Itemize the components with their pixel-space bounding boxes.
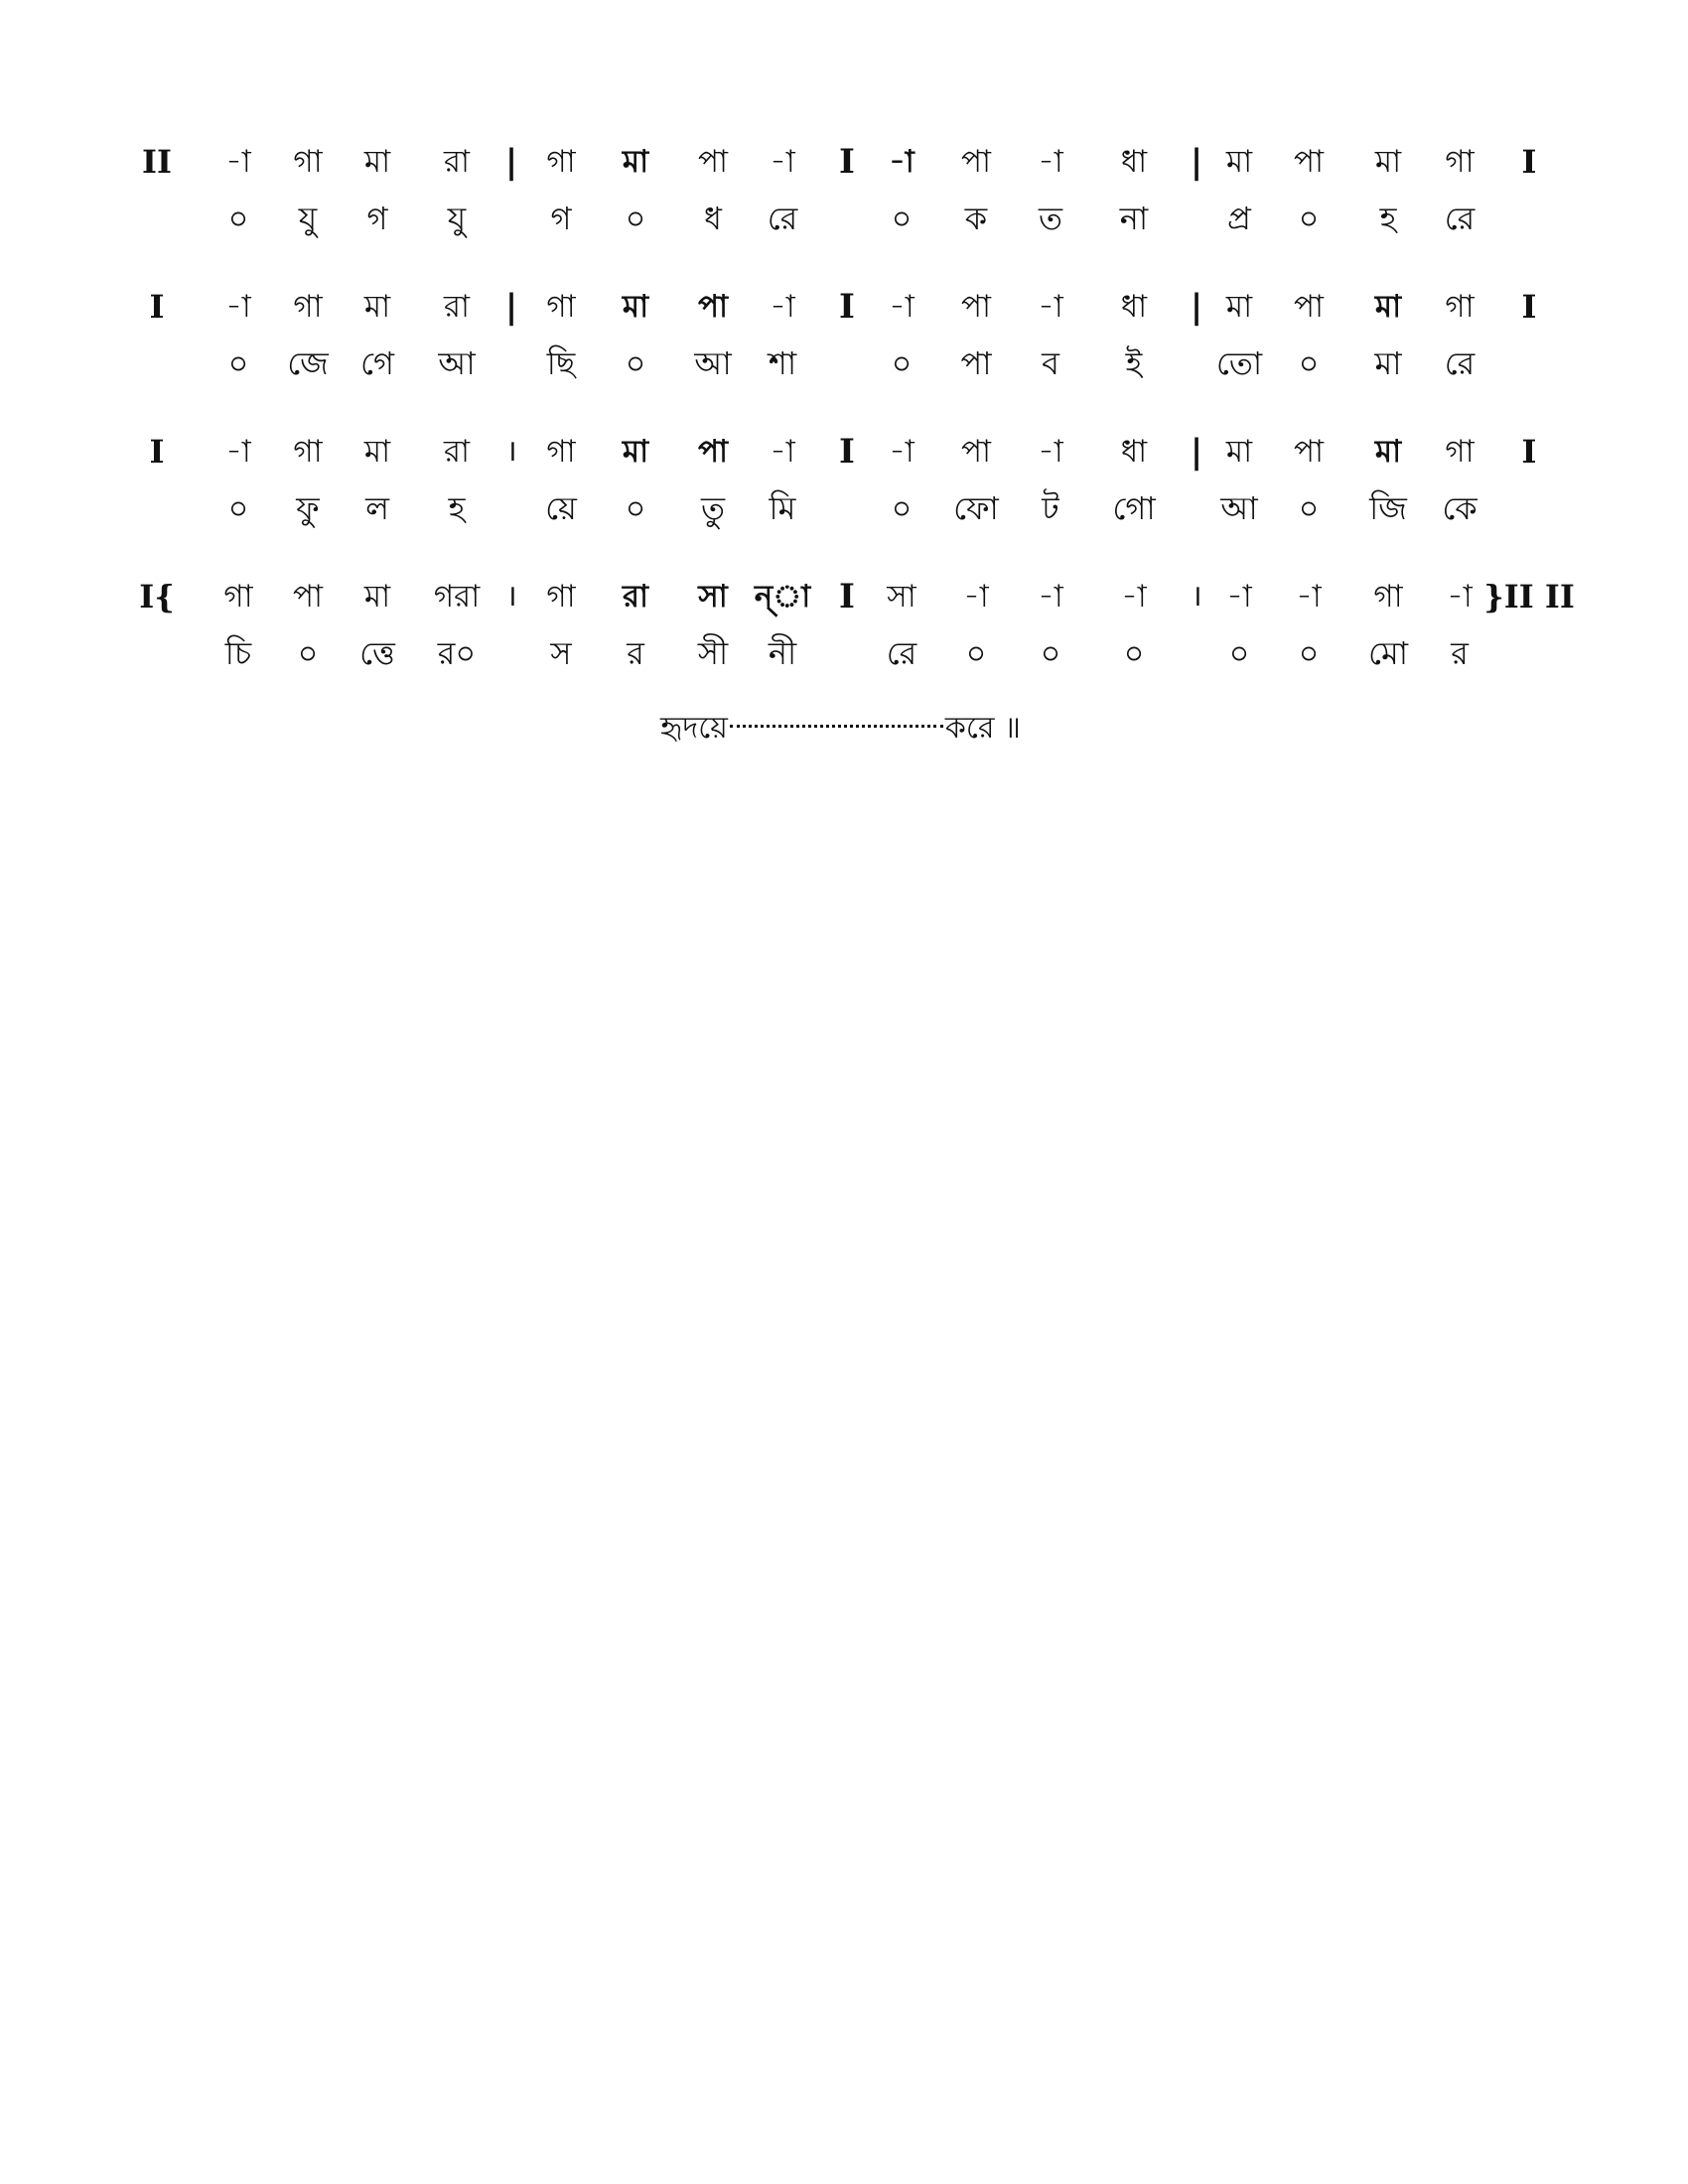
bar-separator: | xyxy=(504,287,518,327)
note: গা xyxy=(293,434,323,470)
lyric-syllable: র xyxy=(1451,634,1469,672)
note: গা xyxy=(293,289,323,325)
lyric-syllable: ছি xyxy=(546,344,576,382)
lyric-syllable: ০ xyxy=(1228,634,1250,672)
note: মা xyxy=(363,144,391,180)
lyric-syllable: ০ xyxy=(227,489,249,527)
note: পা xyxy=(697,434,729,470)
bar-separator: | xyxy=(1190,142,1203,182)
note: পা xyxy=(1293,144,1325,180)
lyric-syllable: ০ xyxy=(625,200,646,237)
footer-line xyxy=(660,707,1021,751)
bar-separator: I xyxy=(839,287,855,327)
note: ধা xyxy=(1120,144,1148,180)
note: গা xyxy=(293,144,323,180)
lyric-syllable: মো xyxy=(1367,634,1409,672)
lyric-syllable: ০ xyxy=(1123,634,1145,672)
note: মা xyxy=(1225,144,1253,180)
note: -া xyxy=(1296,579,1322,614)
lyric-syllable: না xyxy=(1119,200,1149,237)
lyric-syllable: হ xyxy=(448,489,466,527)
lyric-row xyxy=(0,486,1688,530)
bar-separator: । xyxy=(505,434,517,469)
note: পা xyxy=(960,434,992,470)
lyric-syllable: রে xyxy=(886,634,917,672)
note: পা xyxy=(960,289,992,325)
note: -া xyxy=(770,289,795,325)
lyric-syllable: ০ xyxy=(227,344,249,382)
lyric-syllable: স xyxy=(550,634,572,672)
lyric-syllable: ত্তে xyxy=(359,634,395,672)
lyric-syllable: আ xyxy=(438,344,476,382)
lyric-syllable: পা xyxy=(960,344,992,382)
note: -া xyxy=(1038,144,1063,180)
note: -া xyxy=(889,144,914,180)
note: মা xyxy=(1374,289,1402,325)
note: পা xyxy=(292,579,324,614)
note: গা xyxy=(223,579,253,614)
bar-separator: I xyxy=(839,142,855,182)
note: গা xyxy=(1373,579,1403,614)
bar-separator: | xyxy=(504,142,518,182)
row-end-marker: }II II xyxy=(1483,578,1575,615)
note: -া xyxy=(1038,289,1063,325)
note: ধা xyxy=(1120,289,1148,325)
footer-dots xyxy=(730,707,943,728)
lyric-syllable: ০ xyxy=(1298,200,1320,237)
note: -া xyxy=(225,434,251,470)
lyric-syllable: আ xyxy=(694,344,732,382)
lyric-syllable: গ xyxy=(366,200,388,237)
lyric-syllable: ফু xyxy=(296,489,320,527)
note: মা xyxy=(1225,434,1253,470)
lyric-syllable: ০ xyxy=(891,344,913,382)
row-start-marker: I{ xyxy=(139,578,175,615)
note: মা xyxy=(622,289,649,325)
note: পা xyxy=(1293,434,1325,470)
note: মা xyxy=(1225,289,1253,325)
lyric-syllable: ত xyxy=(1038,200,1063,237)
lyric-syllable: হ xyxy=(1379,200,1397,237)
note: সা xyxy=(698,579,728,614)
lyric-syllable: ধ xyxy=(704,200,722,237)
lyric-syllable: ০ xyxy=(891,489,913,527)
note: গা xyxy=(546,289,576,325)
notation-row xyxy=(0,282,1688,332)
note: গা xyxy=(1445,434,1475,470)
lyric-syllable: ০ xyxy=(891,200,913,237)
note: পা xyxy=(697,289,729,325)
note: -া xyxy=(1121,579,1147,614)
note: গরা xyxy=(433,579,481,614)
row-start-marker: II xyxy=(142,143,172,181)
lyric-syllable: র০ xyxy=(437,634,477,672)
lyric-syllable: গে xyxy=(360,344,394,382)
note: গা xyxy=(1445,289,1475,325)
note: ধা xyxy=(1120,434,1148,470)
note: রা xyxy=(443,434,471,470)
lyric-syllable: ফো xyxy=(953,489,999,527)
note: -া xyxy=(1038,434,1063,470)
note: পা xyxy=(697,144,729,180)
note: রা xyxy=(443,144,471,180)
row-start-marker: I xyxy=(149,433,165,471)
row-end-marker: I xyxy=(1521,143,1537,181)
note: গা xyxy=(546,144,576,180)
lyric-syllable: ০ xyxy=(1298,489,1320,527)
bar-separator: | xyxy=(1190,287,1203,327)
lyric-syllable: ট xyxy=(1042,489,1059,527)
bar-separator: । xyxy=(505,579,517,614)
note: সা xyxy=(887,579,916,614)
lyric-syllable: ০ xyxy=(1298,344,1320,382)
lyric-syllable: য়ে xyxy=(545,489,577,527)
footer-right-word: করে ॥ xyxy=(944,711,1021,746)
note: মা xyxy=(622,434,649,470)
lyric-row xyxy=(0,341,1688,385)
note: -া xyxy=(889,289,914,325)
note: -া xyxy=(225,289,251,325)
lyric-syllable: গ xyxy=(550,200,572,237)
note: -া xyxy=(770,144,795,180)
note: -া xyxy=(225,144,251,180)
note: -া xyxy=(889,434,914,470)
note: মা xyxy=(1374,144,1402,180)
lyric-syllable: রে xyxy=(767,200,798,237)
notation-row xyxy=(0,137,1688,187)
lyric-syllable: ক xyxy=(964,200,988,237)
note: -া xyxy=(770,434,795,470)
lyric-syllable: ০ xyxy=(1040,634,1061,672)
lyric-syllable: চি xyxy=(224,634,252,672)
lyric-syllable: ল xyxy=(365,489,389,527)
bar-separator: । xyxy=(1191,579,1202,614)
lyric-syllable: রে xyxy=(1444,344,1476,382)
lyric-syllable: ই xyxy=(1125,344,1143,382)
lyric-syllable: শা xyxy=(768,344,797,382)
note: ন্া xyxy=(754,579,811,614)
lyric-syllable: র xyxy=(627,634,644,672)
note: গা xyxy=(546,579,576,614)
note: মা xyxy=(622,144,649,180)
bar-separator: I xyxy=(839,432,855,472)
note: পা xyxy=(1293,289,1325,325)
notation-row xyxy=(0,427,1688,477)
note: রা xyxy=(443,289,471,325)
note: মা xyxy=(1374,434,1402,470)
lyric-syllable: ০ xyxy=(1298,634,1320,672)
note: মা xyxy=(363,579,391,614)
lyric-syllable: মা xyxy=(1374,344,1402,382)
lyric-syllable: যু xyxy=(447,200,467,237)
row-start-marker: I xyxy=(149,288,165,326)
lyric-syllable: গো xyxy=(1112,489,1156,527)
lyric-syllable: প্র xyxy=(1227,200,1251,237)
note: মা xyxy=(363,434,391,470)
lyric-syllable: আ xyxy=(1220,489,1258,527)
lyric-syllable: ০ xyxy=(965,634,987,672)
note: গা xyxy=(546,434,576,470)
lyric-row xyxy=(0,631,1688,675)
lyric-syllable: নী xyxy=(768,634,797,672)
bar-separator: | xyxy=(1190,432,1203,472)
lyric-syllable: কে xyxy=(1442,489,1477,527)
row-end-marker: I xyxy=(1521,288,1537,326)
note: রা xyxy=(622,579,649,614)
lyric-syllable: তু xyxy=(700,489,726,527)
lyric-syllable: যু xyxy=(298,200,318,237)
lyric-row xyxy=(0,197,1688,240)
lyric-syllable: তো xyxy=(1215,344,1263,382)
note: মা xyxy=(363,289,391,325)
footer-left-word: হৃদয়ে xyxy=(660,711,728,746)
lyric-syllable: রে xyxy=(1444,200,1476,237)
lyric-syllable: ০ xyxy=(227,200,249,237)
lyric-syllable: সী xyxy=(697,634,729,672)
bar-separator: I xyxy=(839,577,855,616)
lyric-syllable: জে xyxy=(287,344,329,382)
note: গা xyxy=(1445,144,1475,180)
lyric-syllable: ০ xyxy=(625,344,646,382)
lyric-syllable: ০ xyxy=(625,489,646,527)
lyric-syllable: মি xyxy=(769,489,796,527)
notation-row xyxy=(0,572,1688,621)
row-end-marker: I xyxy=(1521,433,1537,471)
note: -া xyxy=(1226,579,1252,614)
note: -া xyxy=(1447,579,1473,614)
note: -া xyxy=(1038,579,1063,614)
lyric-syllable: ব xyxy=(1042,344,1059,382)
lyric-syllable: জি xyxy=(1369,489,1407,527)
lyric-syllable: ০ xyxy=(297,634,319,672)
note: -া xyxy=(963,579,989,614)
note: পা xyxy=(960,144,992,180)
